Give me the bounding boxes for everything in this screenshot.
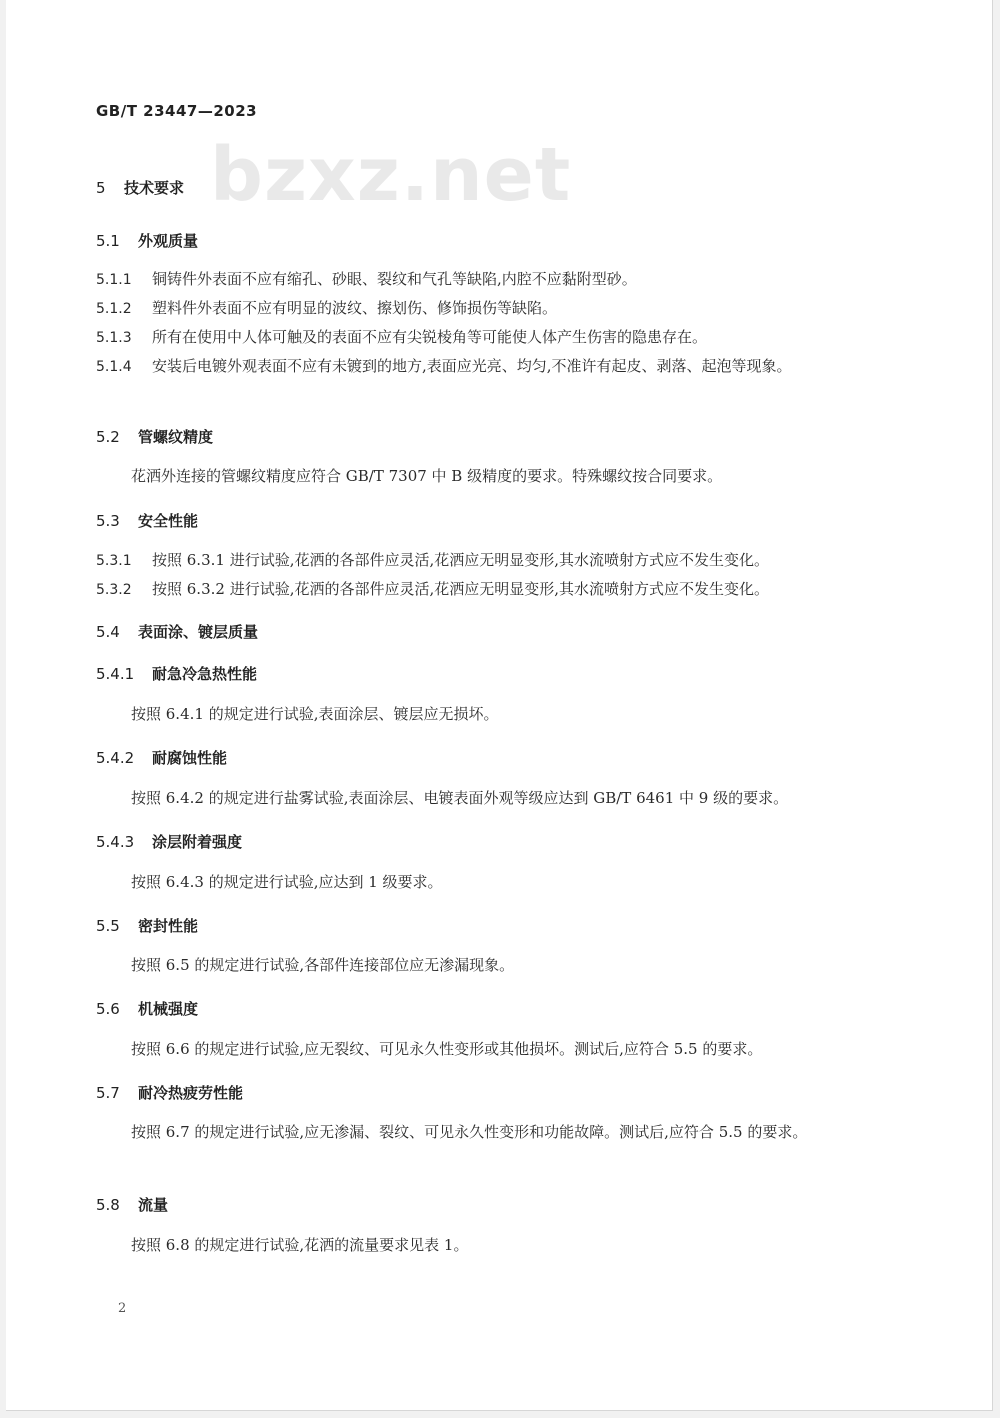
clause-paragraph: 5.1.2 塑料件外表面不应有明显的波纹、擦划伤、修饰损伤等缺陷。 <box>96 299 558 317</box>
clause-paragraph: 5.1.4 安装后电镀外观表面不应有未镀到的地方,表面应光亮、均匀,不准许有起皮、剥落、起泡等现象。 <box>96 357 792 375</box>
clause-paragraph: 5.1.3 所有在使用中人体可触及的表面不应有尖锐棱角等可能使人体产生伤害的隐患存在。 <box>96 328 708 346</box>
section-heading: 5.3 安全性能 <box>96 512 199 530</box>
section-heading: 5.1 外观质量 <box>96 232 199 250</box>
section-heading: 5.2 管螺纹精度 <box>96 428 214 446</box>
body-paragraph: 按照 6.4.1 的规定进行试验,表面涂层、镀层应无损坏。 <box>131 705 499 723</box>
section-heading: 5 技术要求 <box>96 179 185 197</box>
body-paragraph: 花洒外连接的管螺纹精度应符合 GB/T 7307 中 B 级精度的要求。特殊螺纹按合同要求。 <box>131 467 723 485</box>
section-heading: 5.4 表面涂、镀层质量 <box>96 623 259 641</box>
subsection-heading: 5.4.3 涂层附着强度 <box>96 833 243 851</box>
section-heading: 5.7 耐冷热疲劳性能 <box>96 1084 244 1102</box>
standard-code: GB/T 23447—2023 <box>96 102 258 120</box>
body-paragraph: 按照 6.4.2 的规定进行盐雾试验,表面涂层、电镀表面外观等级应达到 GB/T 6461 中 9 级的要求。 <box>131 789 789 807</box>
body-paragraph: 按照 6.4.3 的规定进行试验,应达到 1 级要求。 <box>131 873 443 891</box>
section-heading: 5.5 密封性能 <box>96 917 199 935</box>
body-paragraph: 按照 6.6 的规定进行试验,应无裂纹、可见永久性变形或其他损坏。测试后,应符合 5.5 的要求。 <box>131 1040 763 1058</box>
watermark: bzxz.net <box>210 132 572 218</box>
body-paragraph: 按照 6.8 的规定进行试验,花洒的流量要求见表 1。 <box>131 1236 469 1254</box>
section-heading: 5.6 机械强度 <box>96 1000 199 1018</box>
body-paragraph: 按照 6.5 的规定进行试验,各部件连接部位应无渗漏现象。 <box>131 956 515 974</box>
subsection-heading: 5.4.2 耐腐蚀性能 <box>96 749 228 767</box>
clause-paragraph: 5.3.1 按照 6.3.1 进行试验,花洒的各部件应灵活,花洒应无明显变形,其水流喷射方式应不发生变化。 <box>96 551 770 569</box>
section-heading: 5.8 流量 <box>96 1196 169 1214</box>
clause-paragraph: 5.1.1 铜铸件外表面不应有缩孔、砂眼、裂纹和气孔等缺陷,内腔不应黏附型砂。 <box>96 270 637 288</box>
body-paragraph: 按照 6.7 的规定进行试验,应无渗漏、裂纹、可见永久性变形和功能故障。测试后,应符合 5.5 的要求。 <box>131 1123 808 1141</box>
document-page <box>6 0 993 1411</box>
subsection-heading: 5.4.1 耐急冷急热性能 <box>96 665 258 683</box>
page-number: 2 <box>118 1301 127 1316</box>
clause-paragraph: 5.3.2 按照 6.3.2 进行试验,花洒的各部件应灵活,花洒应无明显变形,其水流喷射方式应不发生变化。 <box>96 580 770 598</box>
